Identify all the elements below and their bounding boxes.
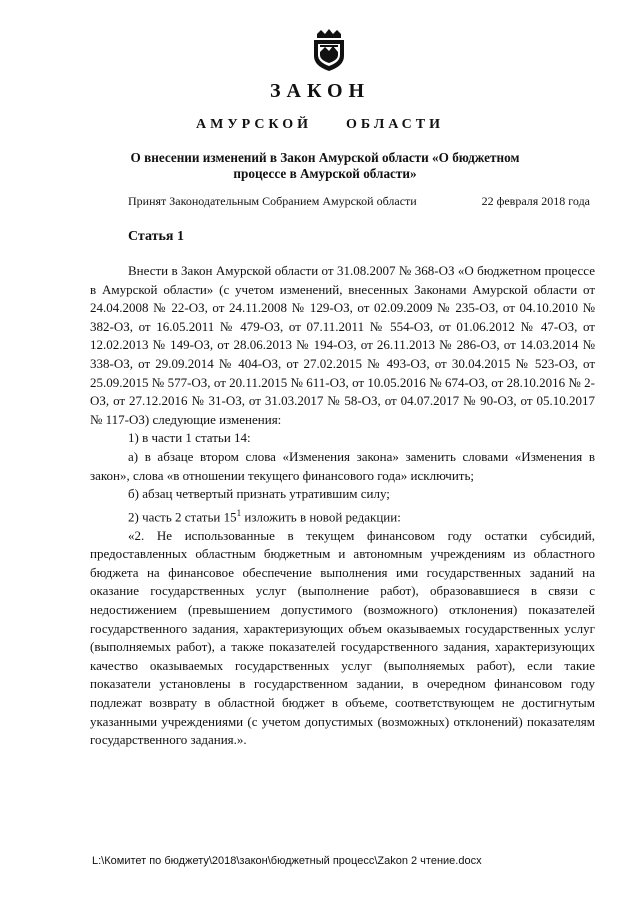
- item-2-superscript: 1: [236, 507, 242, 518]
- region-title: [0, 117, 640, 133]
- document-type-title: ЗАКОН: [269, 80, 371, 102]
- law-subject-line-1: О внесении изменений в Закон Амурской области «О бюджетном: [130, 150, 520, 165]
- region-word-2: ОБЛАСТИ: [346, 117, 444, 132]
- law-subject: [110, 150, 540, 182]
- article-heading: Статья 1: [128, 229, 184, 244]
- item-2-text-end: изложить в новой редакции:: [241, 509, 401, 525]
- adoption-date: 22 февраля 2018 года: [481, 194, 590, 208]
- law-subject-line-2: процессе в Амурской области»: [233, 166, 417, 181]
- adopted-by-text: Принят Законодательным Собранием Амурской области: [128, 194, 417, 208]
- quoted-new-text: «2. Не использованные в текущем финансовом году остатки субсидий, предоставленных областным бюджетным и автономным учреждениям из областного бюджета на финансовое обеспечение выполнения ими государственных заданий на оказание государственных услуг (выполнение работ), образовавшиеся в связи с недостижением (превышением допустимого (возможного) отклонения) показателей государственного задания, характеризующих объем оказываемых государственных услуг (выполняемых работ), а также показателей государственного задания, характеризующих качество оказываемых государственных услуг (выполняемых работ), если такие показатели установлены в государственном задании, в очередном финансовом году подлежат возврату в областной бюджет в объеме, соответствующем не достигнутым указанными учреждениями (с учетом допустимых (возможных) отклонений) показателям государственного задания.».: [90, 527, 595, 748]
- item-1b: б) абзац четвертый признать утратившим силу;: [128, 486, 390, 502]
- coat-of-arms-icon: [309, 28, 349, 72]
- item-2: [90, 504, 595, 527]
- item-2-text-start: 2) часть 2 статьи 15: [128, 509, 237, 525]
- item-1: 1) в части 1 статьи 14:: [128, 430, 251, 446]
- article-intro-paragraph: Внести в Закон Амурской области от 31.08.2007 № 368-ОЗ «О бюджетном процессе в Амурской области» (с учетом изменений, внесенных Законами Амурской области от 24.04.2008 № 22-ОЗ, от 24.11.2008 № 129-ОЗ, от 02.09.2009 № 235-ОЗ, от 04.10.2010 № 382-ОЗ, от 16.05.2011 № 479-ОЗ, от 07.11.2011 № 554-ОЗ, от 01.06.2012 № 47-ОЗ, от 12.02.2013 № 149-ОЗ, от 28.06.2013 № 194-ОЗ, от 26.11.2013 № 286-ОЗ, от 14.03.2014 № 338-ОЗ, от 29.09.2014 № 404-ОЗ, от 27.02.2015 № 493-ОЗ, от 30.04.2015 № 523-ОЗ, от 25.09.2015 № 577-ОЗ, от 20.11.2015 № 611-ОЗ, от 10.05.2016 № 674-ОЗ, от 28.10.2016 № 2-ОЗ, от 27.12.2016 № 31-ОЗ, от 31.03.2017 № 58-ОЗ, от 04.07.2017 № 90-ОЗ, от 05.10.2017 № 117-ОЗ) следующие изменения:: [90, 263, 595, 427]
- file-path-footer: L:\Комитет по бюджету\2018\закон\бюджетный процесс\Zakon 2 чтение.docx: [92, 855, 482, 867]
- region-word-1: АМУРСКОЙ: [196, 117, 313, 132]
- item-1a: а) в абзаце втором слова «Изменения закона» заменить словами «Изменения в закон», слова «в отношении текущего финансового года» исключить;: [90, 448, 595, 483]
- article-body: [90, 262, 595, 750]
